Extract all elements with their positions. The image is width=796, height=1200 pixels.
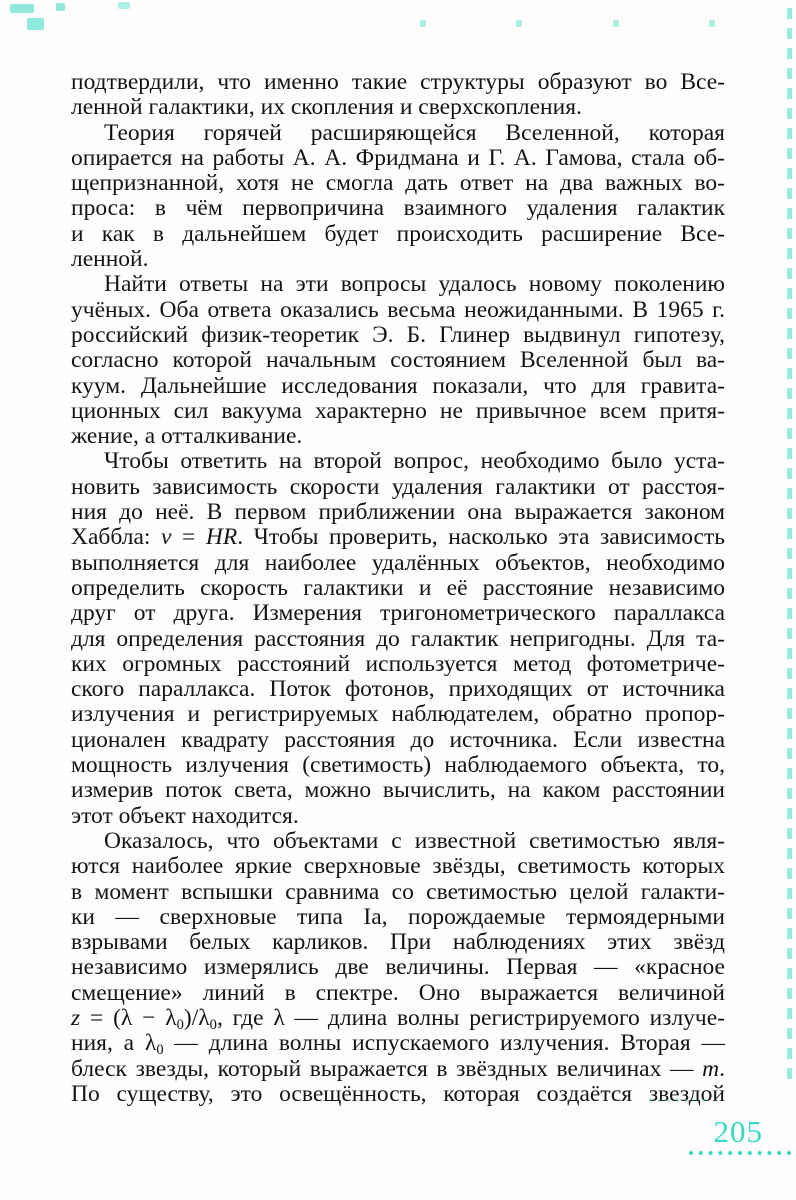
text-line: этот объект находится. [71,802,299,829]
text-line: куум. Дальнейшие исследования показали, что для гравита- [71,372,725,399]
faint-dotted-fragment [648,1098,710,1103]
text-line: для определения расстояния до галактик непригодны. Для та- [71,625,725,652]
text-line: По существу, это освещённость, которая создаётся звездой [71,1080,725,1107]
text-line: Хаббла: v = HR. Чтобы проверить, насколько эта зависимость [71,524,725,551]
text-line: ния до неё. В первом приближении она выражается законом [71,499,725,526]
text-line: ционных сил вакуума характерно не привычное всем притя- [71,397,725,424]
text-line: проса: в чём первопричина взаимного удаления галактик [71,195,725,222]
top-edge-dash [709,20,715,27]
text-line: ленной галактики, их скопления и сверхскопления. [71,94,582,121]
top-edge-dash [118,2,130,9]
text-line: измерив поток света, можно вычислить, на каком расстоянии [71,777,725,804]
text-line: Теория горячей расширяющейся Вселенной, которая [104,119,725,146]
text-line: определить скорость галактики и её расстояние независимо [71,574,725,601]
top-edge-dash [516,20,522,27]
right-edge-dashed-border [787,8,792,1086]
text-line: ких огромных расстояний используется метод фотометриче- [71,650,725,677]
page-number-dotted-rule [688,1150,796,1156]
text-line: и как в дальнейшем будет происходить расширение Все- [71,220,725,247]
text-line: взрывами белых карликов. При наблюдениях этих звёзд [71,929,725,956]
text-line: учёных. Оба ответа оказались весьма неожиданными. В 1965 г. [71,296,725,323]
top-edge-dash [420,20,426,27]
top-left-edge-dash [27,18,44,30]
text-line: новить зависимость скорости удаления галактики от расстоя- [71,473,725,500]
text-line: ния, а $\lambda_0$ — длина волны испускаемого излучения. Вторая — [71,1030,725,1059]
text-line: ленной. [71,246,149,273]
text-line: Чтобы ответить на второй вопрос, необходимо было уста- [104,448,725,475]
page-number: 205 [713,1114,763,1149]
text-line: $z = (\lambda - \lambda_0)/\lambda_0$, где λ — длина волны регистрируемого излуче- [71,1004,725,1034]
text-line: согласно которой начальным состоянием Вселенной был ва- [71,347,725,374]
top-edge-dash [613,20,619,27]
text-line: жение, а отталкивание. [71,423,303,450]
text-line: ского параллакса. Поток фотонов, приходящих от источника [71,676,725,703]
text-line: опирается на работы А. А. Фридмана и Г. А. Гамова, стала об- [71,144,725,171]
text-line: Оказалось, что объектами с известной светимостью явля- [104,827,725,854]
text-line: ционален квадрату расстояния до источника. Если известна [71,726,725,753]
text-line: выполняется для наиболее удалённых объектов, необходимо [71,549,725,576]
text-line: независимо измерялись две величины. Первая — «красное [71,954,725,981]
text-line: излучения и регистрируемых наблюдателем, обратно пропор- [71,701,725,728]
text-line: друг от друга. Измерения тригонометрического параллакса [71,600,725,627]
text-line: ки — сверхновые типа Ia, порождаемые термоядерными [71,903,725,930]
body-text [71,70,725,1107]
top-left-edge-dash [56,3,65,11]
text-line: смещение» линий в спектре. Оно выражается величиной [71,979,725,1006]
text-line: подтвердили, что именно такие структуры образуют во Все- [71,69,725,95]
text-line: ются наиболее яркие сверхновые звёзды, светимость которых [71,853,725,880]
text-line: Найти ответы на эти вопросы удалось новому поколению [104,271,725,298]
text-line: щепризнанной, хотя не смогла дать ответ на два важных во- [71,170,725,197]
text-line: блеск звезды, который выражается в звёздных величинах — m. [71,1055,725,1082]
text-line: мощность излучения (светимость) наблюдаемого объекта, то, [71,752,725,779]
top-left-edge-dash [10,4,34,13]
text-line: российский физик-теоретик Э. Б. Глинер выдвинул гипотезу, [71,321,725,348]
text-line: в момент вспышки сравнима со светимостью целой галакти- [71,878,725,905]
